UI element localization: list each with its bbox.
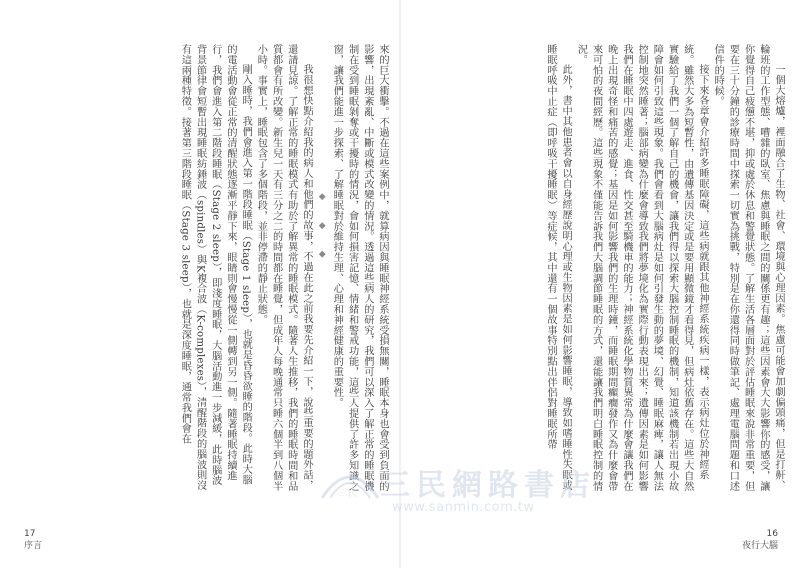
left-page-text — [22, 44, 390, 494]
page-number: 17 — [24, 529, 36, 539]
watermark — [318, 462, 596, 532]
watermark-url: www.sanmin.com.tw — [392, 500, 535, 515]
left-page-footer — [24, 528, 42, 552]
paragraph: 剛入睡時，我們會進入第一階段睡眠（Stage 1 sleep），也就是昏昏欲睡的階段。此時大腦的電活動會從正常的清醒狀態逐漸平靜下來，眼睛則會慢慢從一側轉到另一側。隨著睡眠持續進行，我們會進入第二階段睡眠（Stage 2 sleep），即淺度睡眠，大腦活動進一步減緩，此時腦波背景節律會短暫出現睡眠紡錘波（spindles）與K複合波（K-complexes），清醒階段的腦波則沒有這兩種特徵。接著第三階段睡眠（Stage 3 sleep），也就是深度睡眠，通常我們會在 — [179, 44, 252, 491]
running-head: 夜行大腦 — [741, 541, 778, 551]
right-page-footer — [742, 528, 778, 552]
watermark-logo-text: 三 民 — [336, 489, 357, 499]
paragraph: 一個大熔爐，裡面融合了生物、社會、環境與心理因素。焦慮可能會加劇偏頭痛，但是打鼾、輪班的工作型態、嘈雜的臥室、焦慮與睡眠之間的關係更有趣；這些因素會大大影響你的感受，讓你覺得自己疲憊不堪，抑或處於休息和警覺狀態。了解生活各層面對於評估睡眠來說非常重要，但要在三十分鐘的診療時間中探索一切實為挑戰，特別是在你還得同時做筆記、處理電腦問題和口述信件的時候。 — [712, 44, 784, 492]
section-ornament: ◆ ◆ ◆ — [317, 192, 328, 268]
page-number: 16 — [766, 529, 778, 539]
right-page-text — [416, 44, 786, 494]
sanmin-logo-icon — [318, 462, 382, 502]
paragraph: 我很想快點介紹我的病人和他們的故事，不過在此之前我要先介紹一下，說些重要的題外話，還請見諒。了解正常的睡眠模式有助於了解異常的睡眠模式。隨著人生推移，我們的睡眠時間和品質都會有所改變。新生兒一天有三分之二的時間都在睡覺，但成年人每晚通常只睡六個半到八個半小時。事實上，睡眠包含了多個階段，並非停滯的靜止狀態。 — [255, 44, 312, 492]
paragraph: 來的巨大衝擊。不過在這些案例中，就算病因與睡眠神經系統受損無關，睡眠本身也會受到負面的影響，出現紊亂、中斷或模式改變的情況。透過這些病人的研究，我們可以深入了解正常的睡眠機制在受到睡眠剝奪或干擾時的情況，會如何損害記憶、情緒和警戒功能，這些人提供了許多知識之窗，讓我們能進一步探索、了解睡眠對於維持生理、心理和神經健康的重要性。 — [331, 44, 388, 492]
paragraph: 此外，書中其他患者會以自身經歷說明心理或生物因素是如何影響睡眠，導致如嗜睡性失眠或睡眠呼吸中止症（即呼吸干擾睡眠）等症候，其中還有一個故事特別點出伴侶對睡眠所帶 — [544, 44, 572, 491]
watermark-title: 三民網路書店 — [380, 468, 596, 503]
running-head: 序言 — [24, 541, 43, 551]
paragraph: 接下來各章會介紹許多睡眠障礙，這些病就跟其他神經系統疾病一樣，表示病灶位於神經系統。雖然大多為短暫性，由遺傳基因決定或是要用顯微鏡才看得見，但病灶依舊存在。這些大自然實驗給了我們一個了解自己的機會，讓我們得以探索大腦控制睡眠的機制，知道該機制若出現小故障會如何引致這些現象。我們會看到大腦病灶是如何引發生動的夢境、幻覺、睡眠麻痺，讓人無法控制地突然睡著；腦部病變為什麼會導致我們將夢境化為實際行動表現出來；遺傳因素是如何影響我們在睡眠中四處遊走、進食、性交甚至騎機車的能力；神經系統化學物質異常為什麼會讓我們在晚上出現奇怪和痛苦的感覺；基因是如何影響我們的生理時鐘，而睡眠期間癲癇發作又為什麼會帶來可怕的夜間經歷。這些現象不僅能告訴我們大腦調節睡眠的方式，還能讓我們明白睡眠控制的情況。 — [575, 44, 708, 492]
